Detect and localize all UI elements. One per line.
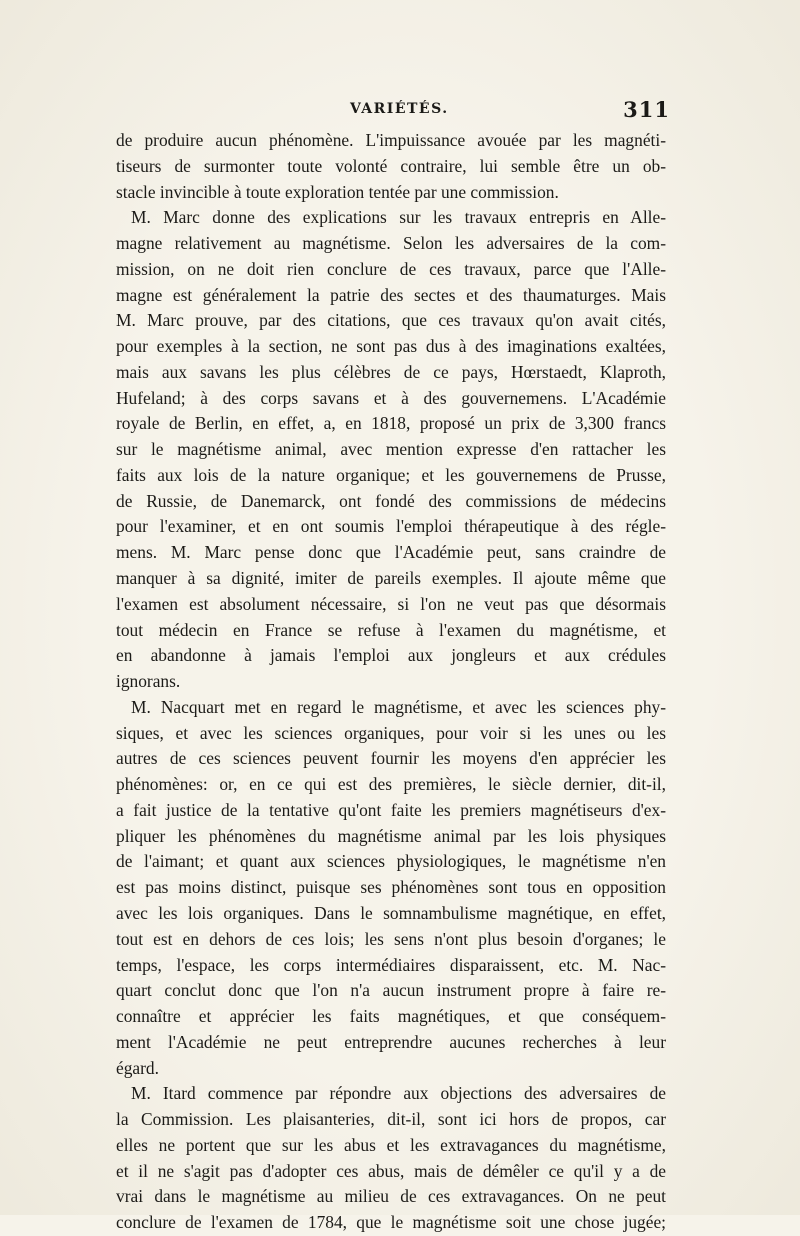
text-line: quart conclut donc que l'on n'a aucun instrument propre à faire re- [116,980,666,1001]
text-line: faits aux lois de la nature organique; et les gouvernemens de Prusse, [116,464,666,485]
text-line: stacle invincible à toute exploration tentée par une commission. [116,181,559,202]
text-line: tout est en dehors de ces lois; les sens n'ont plus besoin d'organes; le [116,928,666,949]
text-line: tiseurs de surmonter toute volonté contraire, lui semble être un ob- [116,155,666,176]
text-line: tout médecin en France se refuse à l'examen du magnétisme, et [116,619,666,640]
text-line: pour l'examiner, et en ont soumis l'emploi thérapeutique à des régle- [116,516,666,537]
text-line: conclure de l'examen de 1784, que le magnétisme soit une chose jugée; [116,1212,666,1233]
text-line: M. Marc donne des explications sur les travaux entrepris en Alle- [131,207,666,228]
text-line: magne relativement au magnétisme. Selon les adversaires de la com- [116,233,666,254]
page-number: 311 [623,97,670,122]
running-head [110,97,670,127]
text-line: la Commission. Les plaisanteries, dit-il, sont ici hors de propos, car [116,1109,666,1130]
text-line: a fait justice de la tentative qu'ont faite les premiers magnétiseurs d'ex- [116,799,666,820]
text-line: siques, et avec les sciences organiques, pour voir si les unes ou les [116,722,666,743]
text-line: elles ne portent que sur les abus et les extravagances du magnétisme, [116,1134,666,1155]
text-line: mens. M. Marc pense donc que l'Académie peut, sans craindre de [116,542,666,563]
text-line: sur le magnétisme animal, avec mention expresse d'en rattacher les [116,439,666,460]
text-line: avec les lois organiques. Dans le somnambulisme magnétique, en effet, [116,902,666,923]
text-line: M. Marc prouve, par des citations, que ces travaux qu'on avait cités, [116,310,666,331]
text-line: royale de Berlin, en effet, a, en 1818, proposé un prix de 3,300 francs [116,413,666,434]
text-line: connaître et apprécier les faits magnétiques, et que conséquem- [116,1006,666,1027]
text-line: est pas moins distinct, puisque ses phénomènes sont tous en opposition [116,877,666,898]
text-line: de Russie, de Danemarck, ont fondé des commissions de médecins [116,490,666,511]
text-line: Hufeland; à des corps savans et à des gouvernemens. L'Académie [116,387,666,408]
body-text [116,128,666,1236]
text-line: mission, on ne doit rien conclure de ces travaux, parce que l'Alle- [116,258,666,279]
text-line: autres de ces sciences peuvent fournir les moyens d'en apprécier les [116,748,666,769]
text-line: ment l'Académie ne peut entreprendre aucunes recherches à leur [116,1031,666,1052]
text-line: mais aux savans les plus célèbres de ce pays, Hœrstaedt, Klaproth, [116,361,666,382]
text-line: de l'aimant; et quant aux sciences physiologiques, le magnétisme n'en [116,851,666,872]
text-line: de produire aucun phénomène. L'impuissance avouée par les magnéti- [116,130,666,150]
text-line: pliquer les phénomènes du magnétisme animal par les lois physiques [116,825,666,846]
text-line: phénomènes: or, en ce qui est des premières, le siècle dernier, dit-il, [116,774,666,795]
text-line: temps, l'espace, les corps intermédiaires disparaissent, etc. M. Nac- [116,954,666,975]
text-line: vrai dans le magnétisme au milieu de ces extravagances. On ne peut [116,1186,666,1207]
text-line: pour exemples à la section, ne sont pas dus à des imaginations exaltées, [116,336,666,357]
text-line: magne est généralement la patrie des sectes et des thaumaturges. Mais [116,284,666,305]
text-line: M. Nacquart met en regard le magnétisme, et avec les sciences phy- [131,696,666,717]
text-line: en abandonne à jamais l'emploi aux jongleurs et aux crédules [116,645,666,666]
running-title: VARIÉTÉS. [350,101,449,117]
text-line: et il ne s'agit pas d'adopter ces abus, mais de démêler ce qu'il y a de [116,1160,666,1181]
text-line: égard. [116,1057,159,1078]
text-line: l'examen est absolument nécessaire, si l'on ne veut pas que désormais [116,593,666,614]
text-line: M. Itard commence par répondre aux objections des adversaires de [131,1083,666,1104]
text-line: manquer à sa dignité, imiter de pareils exemples. Il ajoute même que [116,568,666,589]
text-line: ignorans. [116,671,181,692]
